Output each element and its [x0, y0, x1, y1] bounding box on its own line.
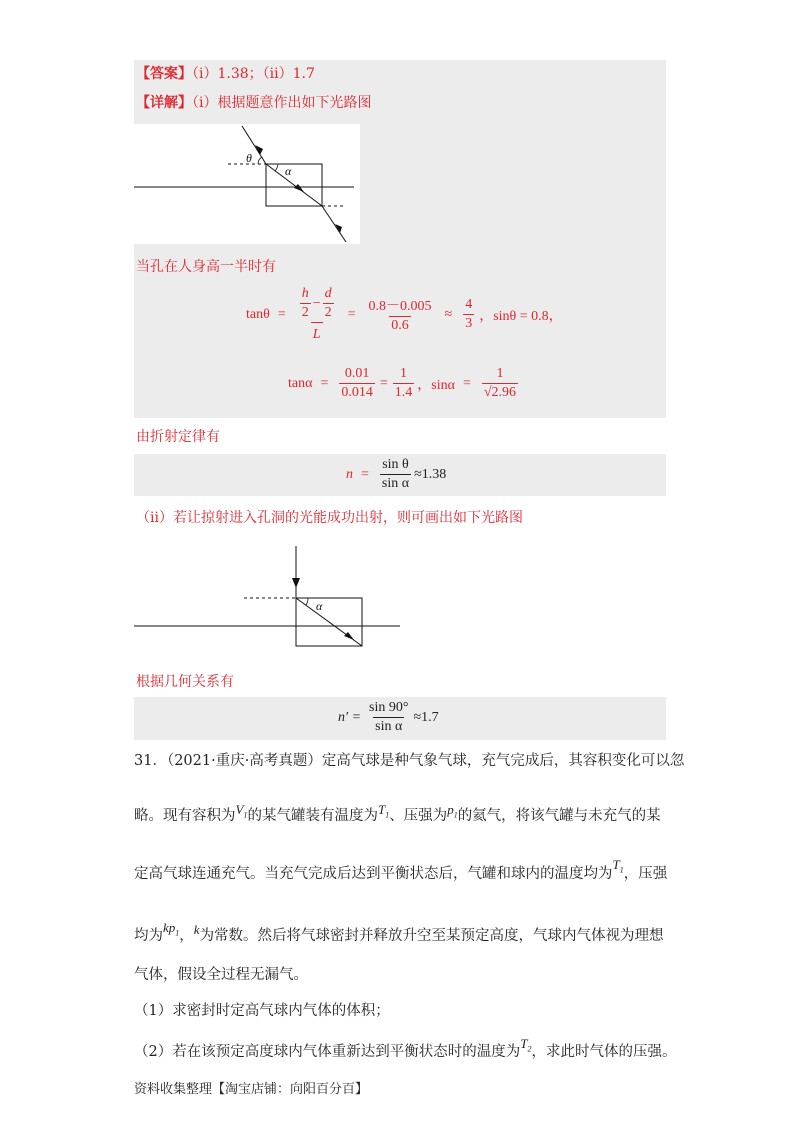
part2-text: （ii）若让掠射进入孔洞的光能成功出射，则可画出如下光路图 [136, 510, 523, 526]
one-point-four: 1.4 [394, 385, 413, 400]
sub-question-2 [134, 1036, 677, 1068]
light-path-diagram-1 [134, 124, 360, 244]
equals-sign: = [361, 466, 369, 482]
q-text: 的某气罐装有温度为 [247, 808, 378, 824]
question-line-2 [134, 802, 661, 832]
minus-sign: − [312, 295, 321, 311]
p-sub: 1 [453, 810, 458, 820]
tan-theta-equation [246, 286, 563, 343]
geometry-equation [338, 700, 439, 735]
q-text: 的氦气，将该气罐与未充气的某 [457, 808, 661, 824]
n-var: n [346, 466, 353, 482]
two: 2 [301, 305, 309, 320]
one: 1 [400, 366, 408, 381]
q-text: 均为 [134, 928, 163, 944]
sin-alpha: sin α [381, 476, 410, 491]
sub-question-1: （1）求密封时定高气球内气体的体积； [134, 1003, 390, 1019]
sqrt-2-96: √2.96 [483, 385, 517, 400]
sin-alpha-symbol: ，sinα [417, 377, 455, 393]
step1-label: 当孔在人身高一半时有 [136, 259, 276, 275]
k-var: k [193, 922, 200, 937]
h-over-2 [300, 286, 311, 321]
step4-label: 根据几何关系有 [136, 674, 234, 690]
step3-label: 由折射定律有 [136, 429, 220, 445]
three: 3 [465, 316, 473, 331]
t2-var [520, 1036, 532, 1054]
question-line-4 [134, 920, 664, 952]
kp1-var [163, 920, 180, 938]
equals-sign: = [347, 306, 356, 322]
detail-tag: 【详解】 [136, 95, 192, 111]
fraction-numerator: 0.8－0.005 [368, 299, 432, 314]
diagram-1-background [134, 124, 360, 244]
n-result: ≈1.38 [414, 466, 447, 482]
kp-symbol: kp [163, 920, 176, 935]
four: 4 [465, 297, 473, 312]
alpha-arc [306, 598, 308, 605]
p1-var [447, 802, 458, 820]
page-footer: 资料收集整理【淘宝店铺：向阳百分百】 [134, 1082, 369, 1097]
n-prime-var: n′ = [338, 709, 362, 725]
one-over-sqrt [482, 366, 518, 401]
q-text: 定高气球连通充气。当充气完成后达到平衡状态后，气罐和球内的温度均为 [134, 866, 613, 882]
sin90-fraction [367, 700, 410, 735]
t-symbol: T [520, 1036, 528, 1051]
fraction-denominator: 0.014 [341, 385, 373, 400]
detail-text: （i）根据题意作出如下光路图 [192, 95, 372, 111]
one: 1 [496, 366, 504, 381]
h-d-fraction [297, 286, 337, 343]
theta-label: θ [246, 151, 252, 165]
q-text: 略。现有容积为 [134, 808, 236, 824]
question-line-1: 31．（2021·重庆·高考真题）定高气球是种气象气球，充气完成后，其容积变化可以忽 [134, 753, 685, 769]
d-var: d [324, 286, 332, 301]
refracted-arrow-icon [344, 632, 354, 640]
q-text: ，求此时气体的压强。 [531, 1044, 677, 1060]
equals-sign: = [277, 306, 286, 322]
answer-text: （i）1.38；（ii）1.7 [192, 66, 315, 82]
tan-alpha-symbol: tanα [288, 375, 313, 391]
v-symbol: V [235, 802, 244, 817]
equals-sign: = [320, 375, 329, 391]
q-text: 为常数。然后将气球密封并释放升空至某预定高度，气球内气体视为理想 [199, 928, 664, 944]
answer-line [136, 64, 315, 84]
t-symbol: T [377, 802, 386, 817]
sin-theta: sin θ [382, 457, 409, 472]
alpha-label: α [285, 164, 292, 178]
incident-arrow-icon [292, 578, 300, 588]
detail-line [136, 93, 371, 113]
t-symbol: T [612, 857, 620, 872]
approx-sign: ≈ [444, 306, 453, 322]
question-line-5: 气体，假设全过程无漏气。 [134, 967, 308, 983]
tan-theta-symbol: tanθ [246, 306, 270, 322]
answer-tag: 【答案】 [136, 66, 192, 82]
t1-var [612, 857, 624, 875]
t-sub: 1 [385, 810, 390, 820]
h-var: h [301, 286, 309, 301]
kp-sub: 1 [175, 928, 180, 938]
equals-sign: = [379, 375, 388, 391]
t-sub: 1 [619, 865, 624, 875]
one-over-1-4 [393, 366, 415, 401]
four-thirds [463, 297, 474, 332]
L-var: L [311, 322, 323, 343]
t-sub: 2 [527, 1044, 532, 1054]
alpha-fraction [339, 366, 375, 401]
q-text: 、压强为 [389, 808, 448, 824]
sin-90: sin 90° [369, 700, 409, 715]
q-text: ，压强 [623, 866, 668, 882]
tan-alpha-equation [288, 366, 521, 401]
refraction-law-equation [346, 457, 446, 492]
d-over-2 [323, 286, 334, 321]
sin-theta-value: ，sinθ = 0.8， [479, 308, 563, 324]
p-symbol: p [447, 802, 454, 817]
t1-var [377, 802, 390, 820]
equals-sign: = [462, 375, 471, 391]
sin-ratio-fraction [380, 457, 411, 492]
fraction-numerator: 0.01 [344, 366, 370, 381]
sin-alpha: sin α [375, 719, 403, 734]
n-prime-result: ≈1.7 [413, 709, 439, 725]
alpha-label: α [316, 599, 323, 613]
question-line-3 [134, 857, 668, 890]
v1-var [235, 802, 248, 820]
v-sub: 1 [243, 810, 248, 820]
q-text: ， [179, 928, 194, 944]
h-d-numerator [297, 286, 337, 322]
two: 2 [324, 305, 332, 320]
numeric-fraction [367, 295, 434, 334]
light-path-diagram-2 [134, 544, 404, 654]
q-text: （2）若在该预定高度球内气体重新达到平衡状态时的温度为 [134, 1044, 521, 1060]
fraction-denominator: 0.6 [391, 318, 409, 333]
